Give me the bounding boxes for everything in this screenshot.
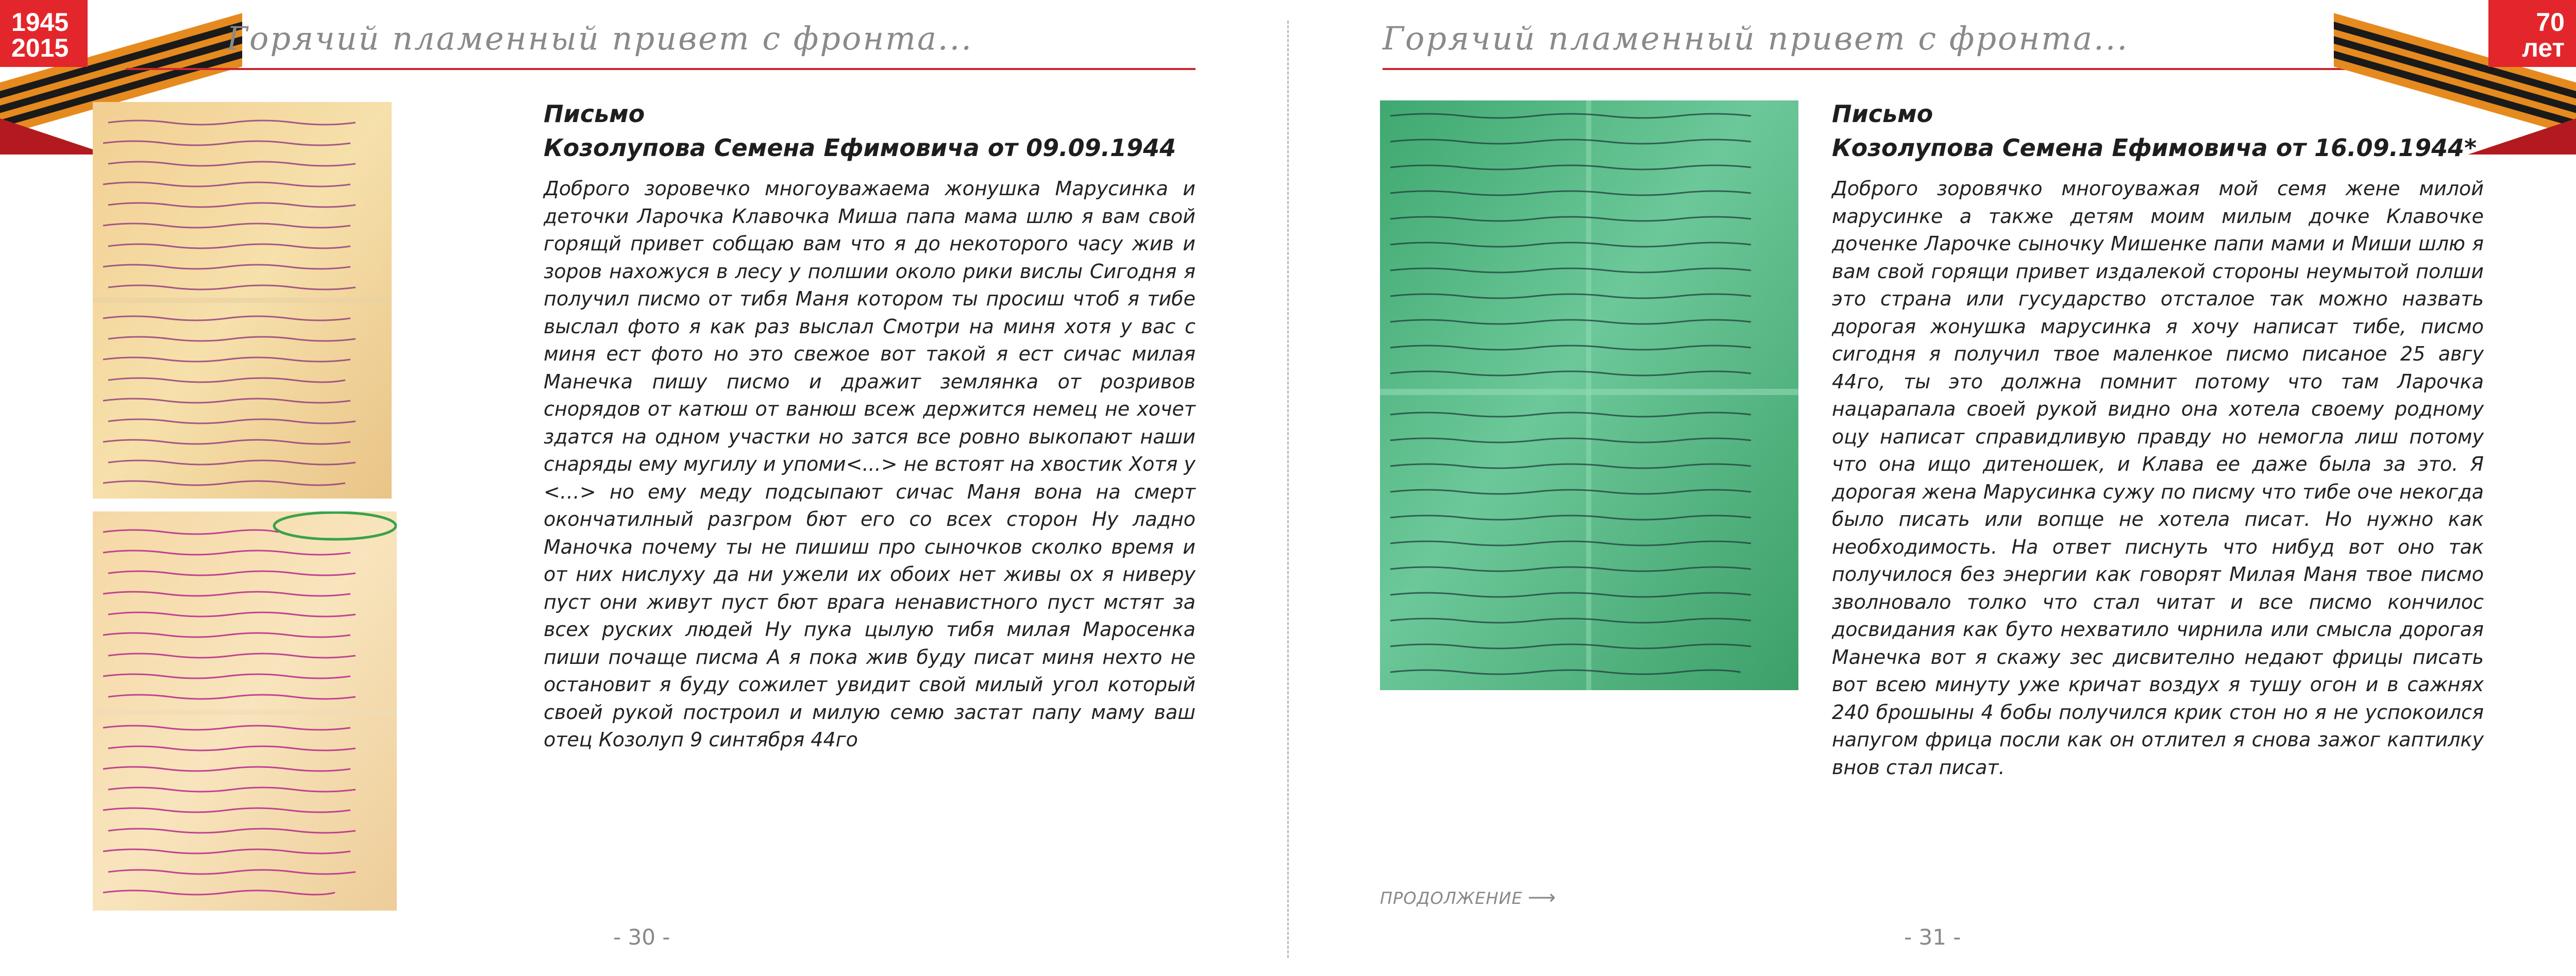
right-page [1288, 0, 2576, 976]
year-end: 2015 [11, 33, 69, 62]
continue-label: ПРОДОЛЖЕНИЕ [1380, 888, 1523, 908]
handwritten-letter-green-page-icon [1380, 100, 1798, 690]
article-body: Доброго зоровечко многоуважаема жонушка Марусинка и деточки Ларочка Клавочка Миша папа мама шлю я вам свой горящй привет собщаю вам что я до некоторого часу жив и зоров нахожуся в лесу у полшии около рики вислы Сигодня я получил писмо от тибя Маня котором ты просиш чтоб я тибе выслал фото я как раз выслал Смотри на миня хотя у вас с миня ест фото но это свежое вот такой я ест сичас милая Манечка пишу писмо и дражит землянка от розривов снорядов от катюш от ванюш всеж держится немец не хочет здатся на одном участки но затся все ровно выкопают наши снаряды ему мугилу и упоми<...> не встоят на хвостик Хотя у <…> но ему меду подсыпают сичас Маня вона на смерт окончатилный разгром бют его со всех сторон Ну ладно Маночка почему ты не пишиш про сыночков сколко время и от них нислуху да ни ужели их обоих нет живы ох я ниверу пуст они живут пуст бют врага ненавистного пуст мстят за всех руских людей Ну пука цылую тибя милая Маросенка пиши почаще писма А я пока жив буду писат миня нехто не остановит я буду сожилет увидит свой милый угол который своей рукой построил и милую семю застат папу маму ваш отец Козолуп 9 синтября 44го [544, 177, 1196, 751]
letter-photo-1 [93, 102, 392, 499]
arrow-right-icon: ⟶ [1527, 886, 1557, 909]
year-start: 1945 [11, 8, 69, 37]
article-title [544, 97, 1198, 165]
running-title: Горячий пламенный привет с фронта... [227, 20, 973, 57]
running-title: Горячий пламенный привет с фронта... [1383, 20, 2129, 57]
article-title-line-1: Письмо [1832, 100, 1933, 128]
continue-link[interactable] [1380, 886, 1556, 909]
header-rule [126, 68, 1196, 70]
letter-photo-green [1380, 100, 1798, 690]
page-number: - 30 - [613, 924, 670, 950]
letter-photo-2 [93, 511, 397, 911]
article-title-line-2: Козолупова Семена Ефимовича от 09.09.1944 [544, 134, 1176, 162]
anniversary-word: лет [2522, 33, 2565, 62]
article-title-line-2: Козолупова Семена Ефимовича от 16.09.1944* [1832, 134, 2477, 162]
anniversary-number: 70 [2536, 8, 2565, 37]
year-badge [0, 0, 88, 67]
handwritten-letter-yellow-page-2-icon [93, 511, 397, 911]
article-title-line-1: Письмо [544, 100, 645, 128]
header-rule [1383, 68, 2483, 70]
article-body: Доброго зоровячко многоуважая мой семя жене милой марусинке а также детям моим милым дочке Клавочке доченке Ларочке сыночку Мишенке папи мами и Миши шлю я вам свой горящи привет издалекой стороны неумытой полши это страна или гусударство отсталое так можно назвать дорогая жонушка марусинка я хочу написат тибе, писмо сигодня я получил твое маленкое писмо писаное 25 авгу 44го, ты это должна помнит потому что там Ларочка нацарапала своей рукой видно она хотела своему родному оцу написат справидливую правду но немогла лиш потому что она ищо дитеношек, и Клава ее даже была за это. Я дорогая жена Марусинка сужу по писму что тибе оче некогда было писать или вопще не хотела писат. Но нужно как необходимость. На ответ писнуть что нибуд вот оно так получилося без энергии как говорят Милая Маня твое писмо зволновало толко что стал читат и все писмо кончилос досвидания как буто нехватило чирнила или смысла дорогая Манечка вот я скажу зес дисвително недают фрицы писать вот всею минуту уже кричат воздух я тушу огон и в сажнях 240 брошыны 4 бобы получился крик стон но я не успокоился напугом фрица посли как он отлител я снова зажог каптилку внов стал писат. [1832, 177, 2484, 779]
anniversary-badge [2488, 0, 2576, 67]
handwritten-letter-yellow-page-1-icon [93, 102, 392, 499]
page-number: - 31 - [1904, 924, 1961, 950]
article-title [1832, 97, 2484, 165]
